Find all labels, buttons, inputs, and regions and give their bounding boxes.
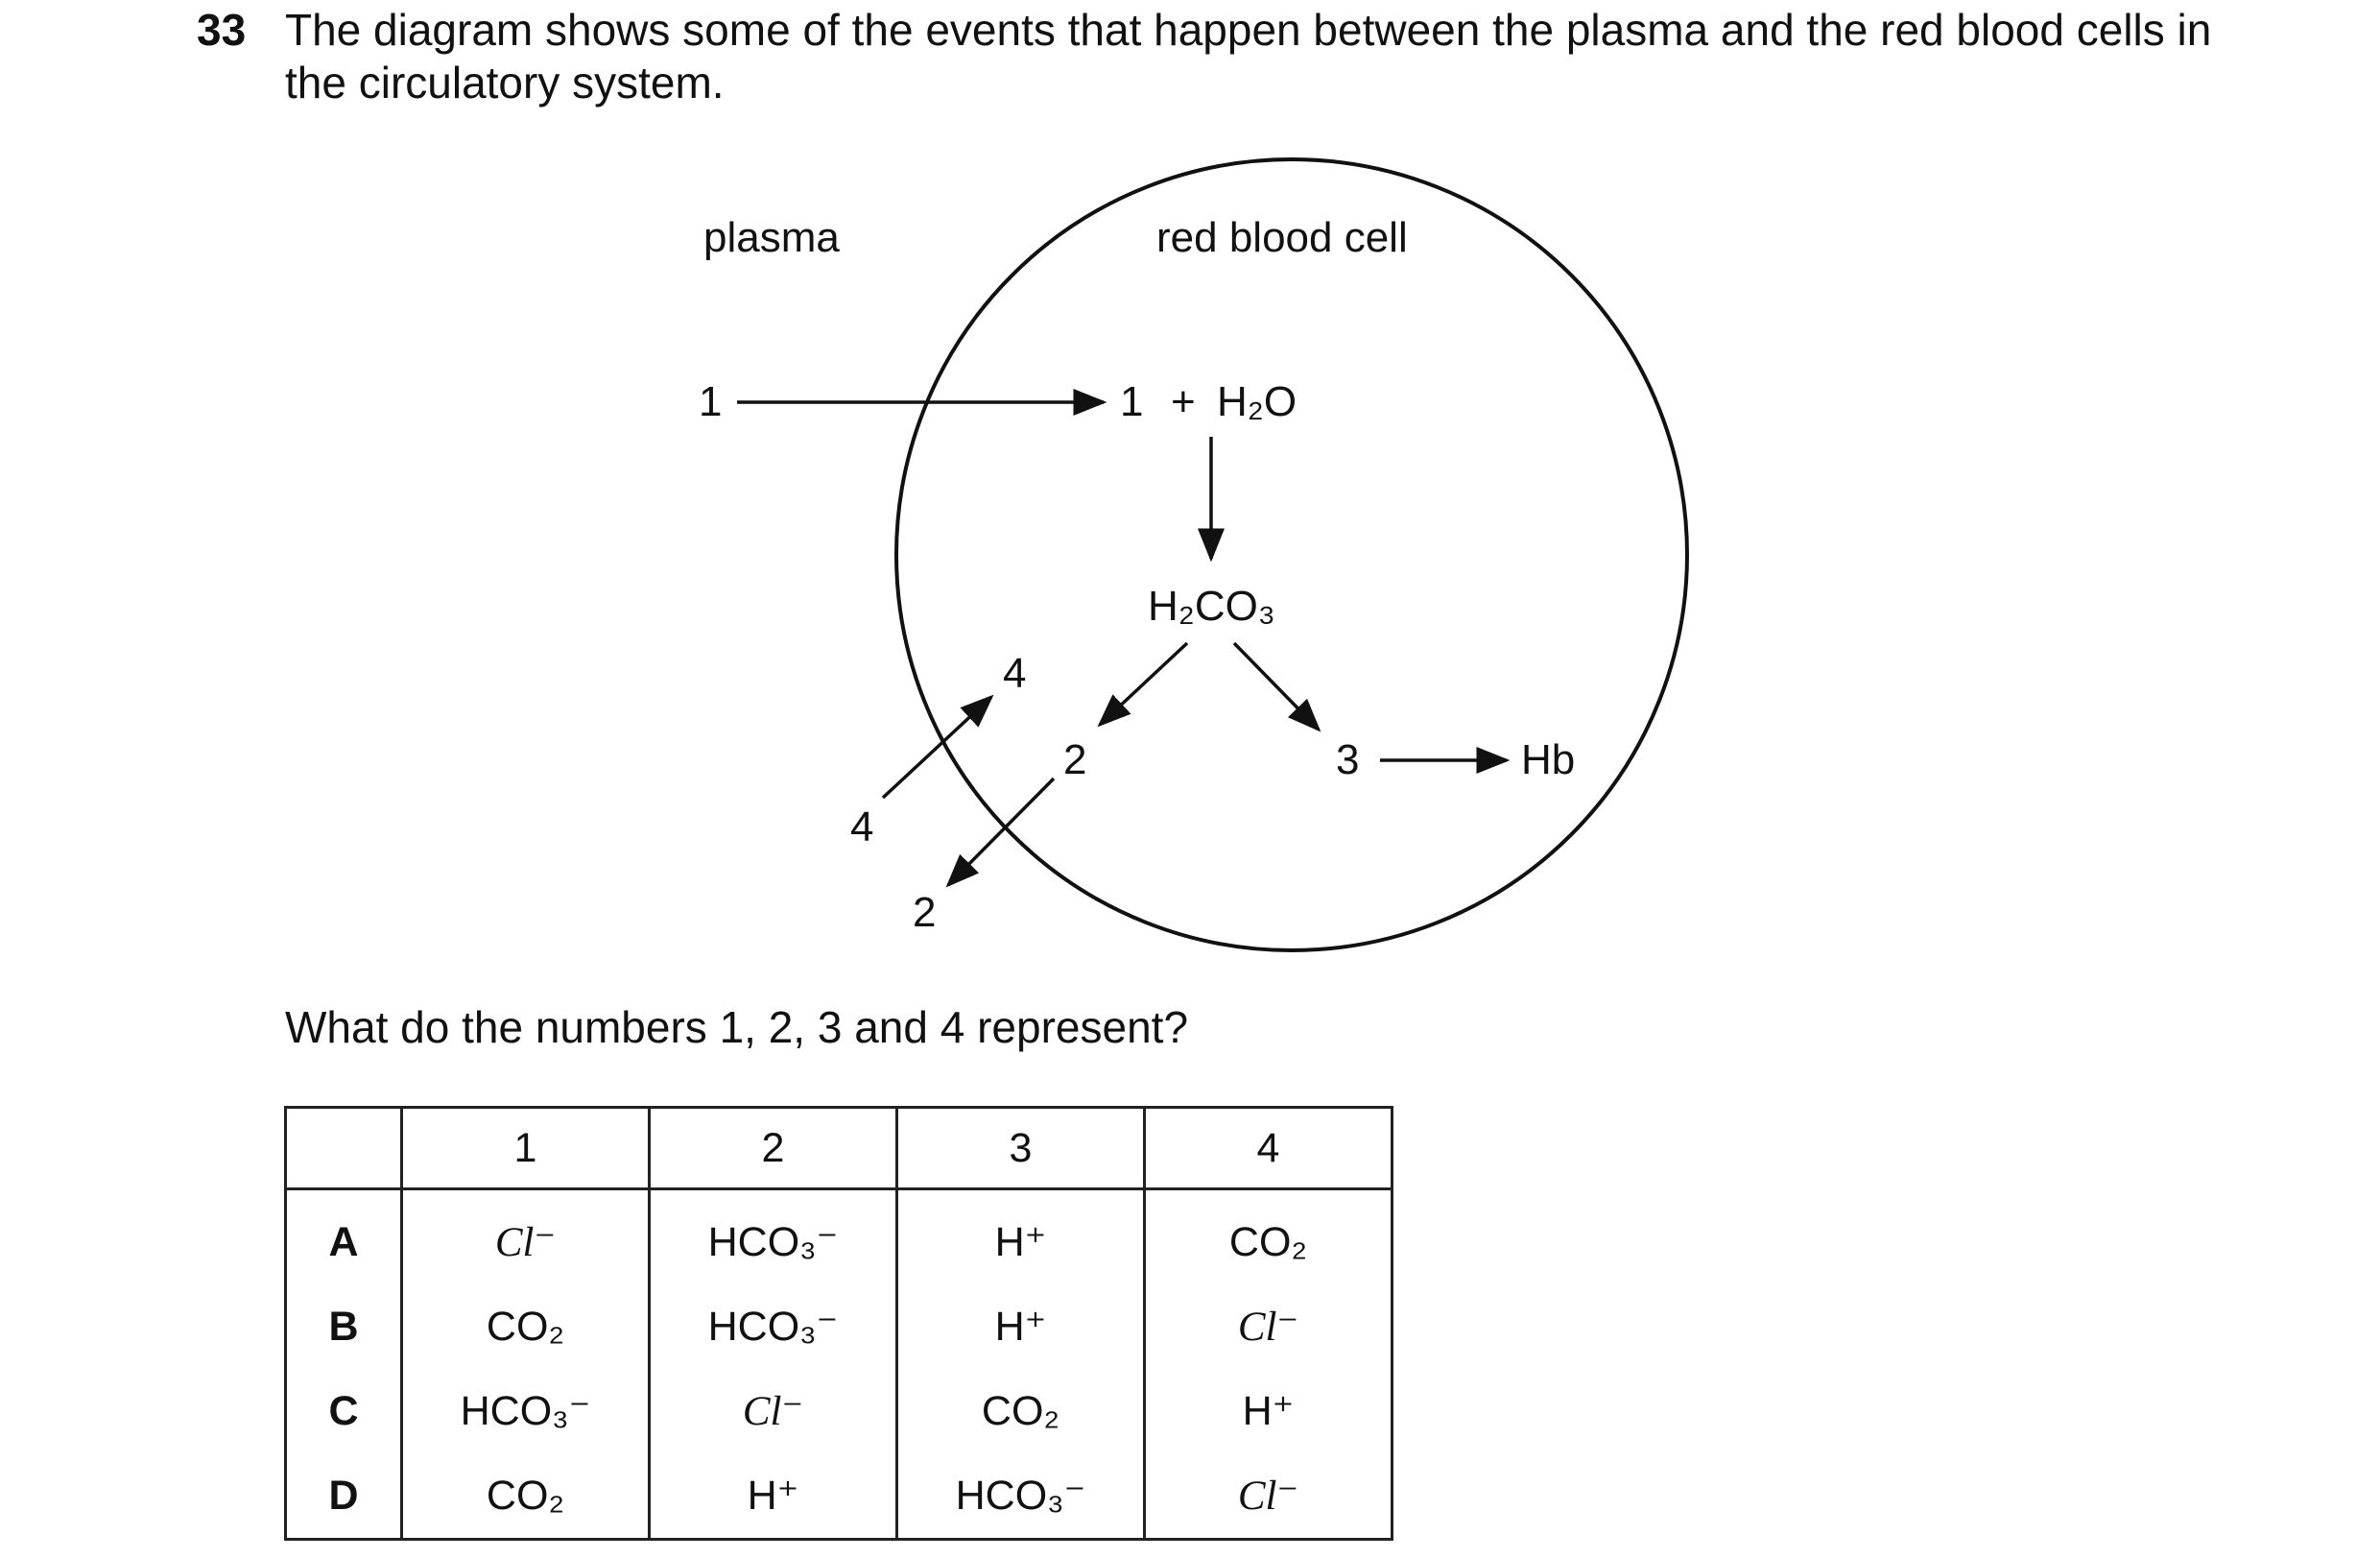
option-cell: CO₂ bbox=[402, 1284, 650, 1369]
number-1-cell: 1 bbox=[1120, 378, 1144, 425]
number-1-plasma: 1 bbox=[699, 378, 723, 425]
option-cell: Cl⁻ bbox=[402, 1189, 650, 1285]
option-cell: H⁺ bbox=[1145, 1369, 1392, 1453]
haemoglobin-label: Hb bbox=[1521, 736, 1576, 783]
question-prompt: What do the numbers 1, 2, 3 and 4 represent? bbox=[285, 1002, 1189, 1052]
option-cell: CO₂ bbox=[402, 1453, 650, 1540]
question-number: 33 bbox=[197, 5, 247, 55]
arrow-2-out-of-cell bbox=[948, 779, 1054, 885]
cell-label: red blood cell bbox=[1156, 214, 1408, 261]
header-4: 4 bbox=[1145, 1108, 1392, 1189]
header-3: 3 bbox=[897, 1108, 1145, 1189]
arrow-to-3 bbox=[1234, 643, 1319, 730]
option-letter[interactable]: B bbox=[286, 1284, 402, 1369]
option-letter[interactable]: D bbox=[286, 1453, 402, 1540]
number-3-cell: 3 bbox=[1336, 736, 1360, 783]
plasma-label: plasma bbox=[703, 214, 840, 261]
option-cell: H⁺ bbox=[897, 1284, 1145, 1369]
carbonic-acid-formula: H₂CO₃ bbox=[1148, 583, 1275, 630]
number-2-plasma: 2 bbox=[913, 889, 937, 936]
number-2-cell: 2 bbox=[1063, 736, 1087, 783]
question-stem: The diagram shows some of the events that happen between the plasma and the red blood cells in the circulatory system. bbox=[285, 5, 2212, 108]
water-formula: H₂O bbox=[1217, 378, 1297, 425]
number-4-plasma: 4 bbox=[850, 803, 874, 851]
header-corner bbox=[286, 1108, 402, 1189]
option-cell: Cl⁻ bbox=[650, 1369, 897, 1453]
number-4-cell: 4 bbox=[1003, 650, 1027, 697]
option-cell: H⁺ bbox=[897, 1189, 1145, 1285]
header-1: 1 bbox=[402, 1108, 650, 1189]
option-cell: CO₂ bbox=[1145, 1189, 1392, 1285]
arrow-to-2 bbox=[1100, 643, 1187, 725]
header-2: 2 bbox=[650, 1108, 897, 1189]
option-cell: CO₂ bbox=[897, 1369, 1145, 1453]
option-cell: HCO₃⁻ bbox=[650, 1189, 897, 1285]
plus-sign: + bbox=[1171, 378, 1196, 425]
option-letter[interactable]: C bbox=[286, 1369, 402, 1453]
red-blood-cell-outline bbox=[896, 159, 1687, 950]
option-cell: Cl⁻ bbox=[1145, 1284, 1392, 1369]
option-row-c[interactable] bbox=[286, 1369, 1392, 1453]
option-row-b[interactable] bbox=[286, 1284, 1392, 1369]
option-row-d[interactable] bbox=[286, 1453, 1392, 1540]
option-cell: H⁺ bbox=[650, 1453, 897, 1540]
option-letter[interactable]: A bbox=[286, 1189, 402, 1285]
option-cell: HCO₃⁻ bbox=[402, 1369, 650, 1453]
option-cell: HCO₃⁻ bbox=[897, 1453, 1145, 1540]
option-row-a[interactable] bbox=[286, 1189, 1392, 1285]
option-cell: Cl⁻ bbox=[1145, 1453, 1392, 1540]
option-cell: HCO₃⁻ bbox=[650, 1284, 897, 1369]
arrow-4-into-cell bbox=[883, 697, 991, 798]
table-header-row bbox=[286, 1108, 1392, 1189]
answer-table bbox=[284, 1106, 1393, 1541]
